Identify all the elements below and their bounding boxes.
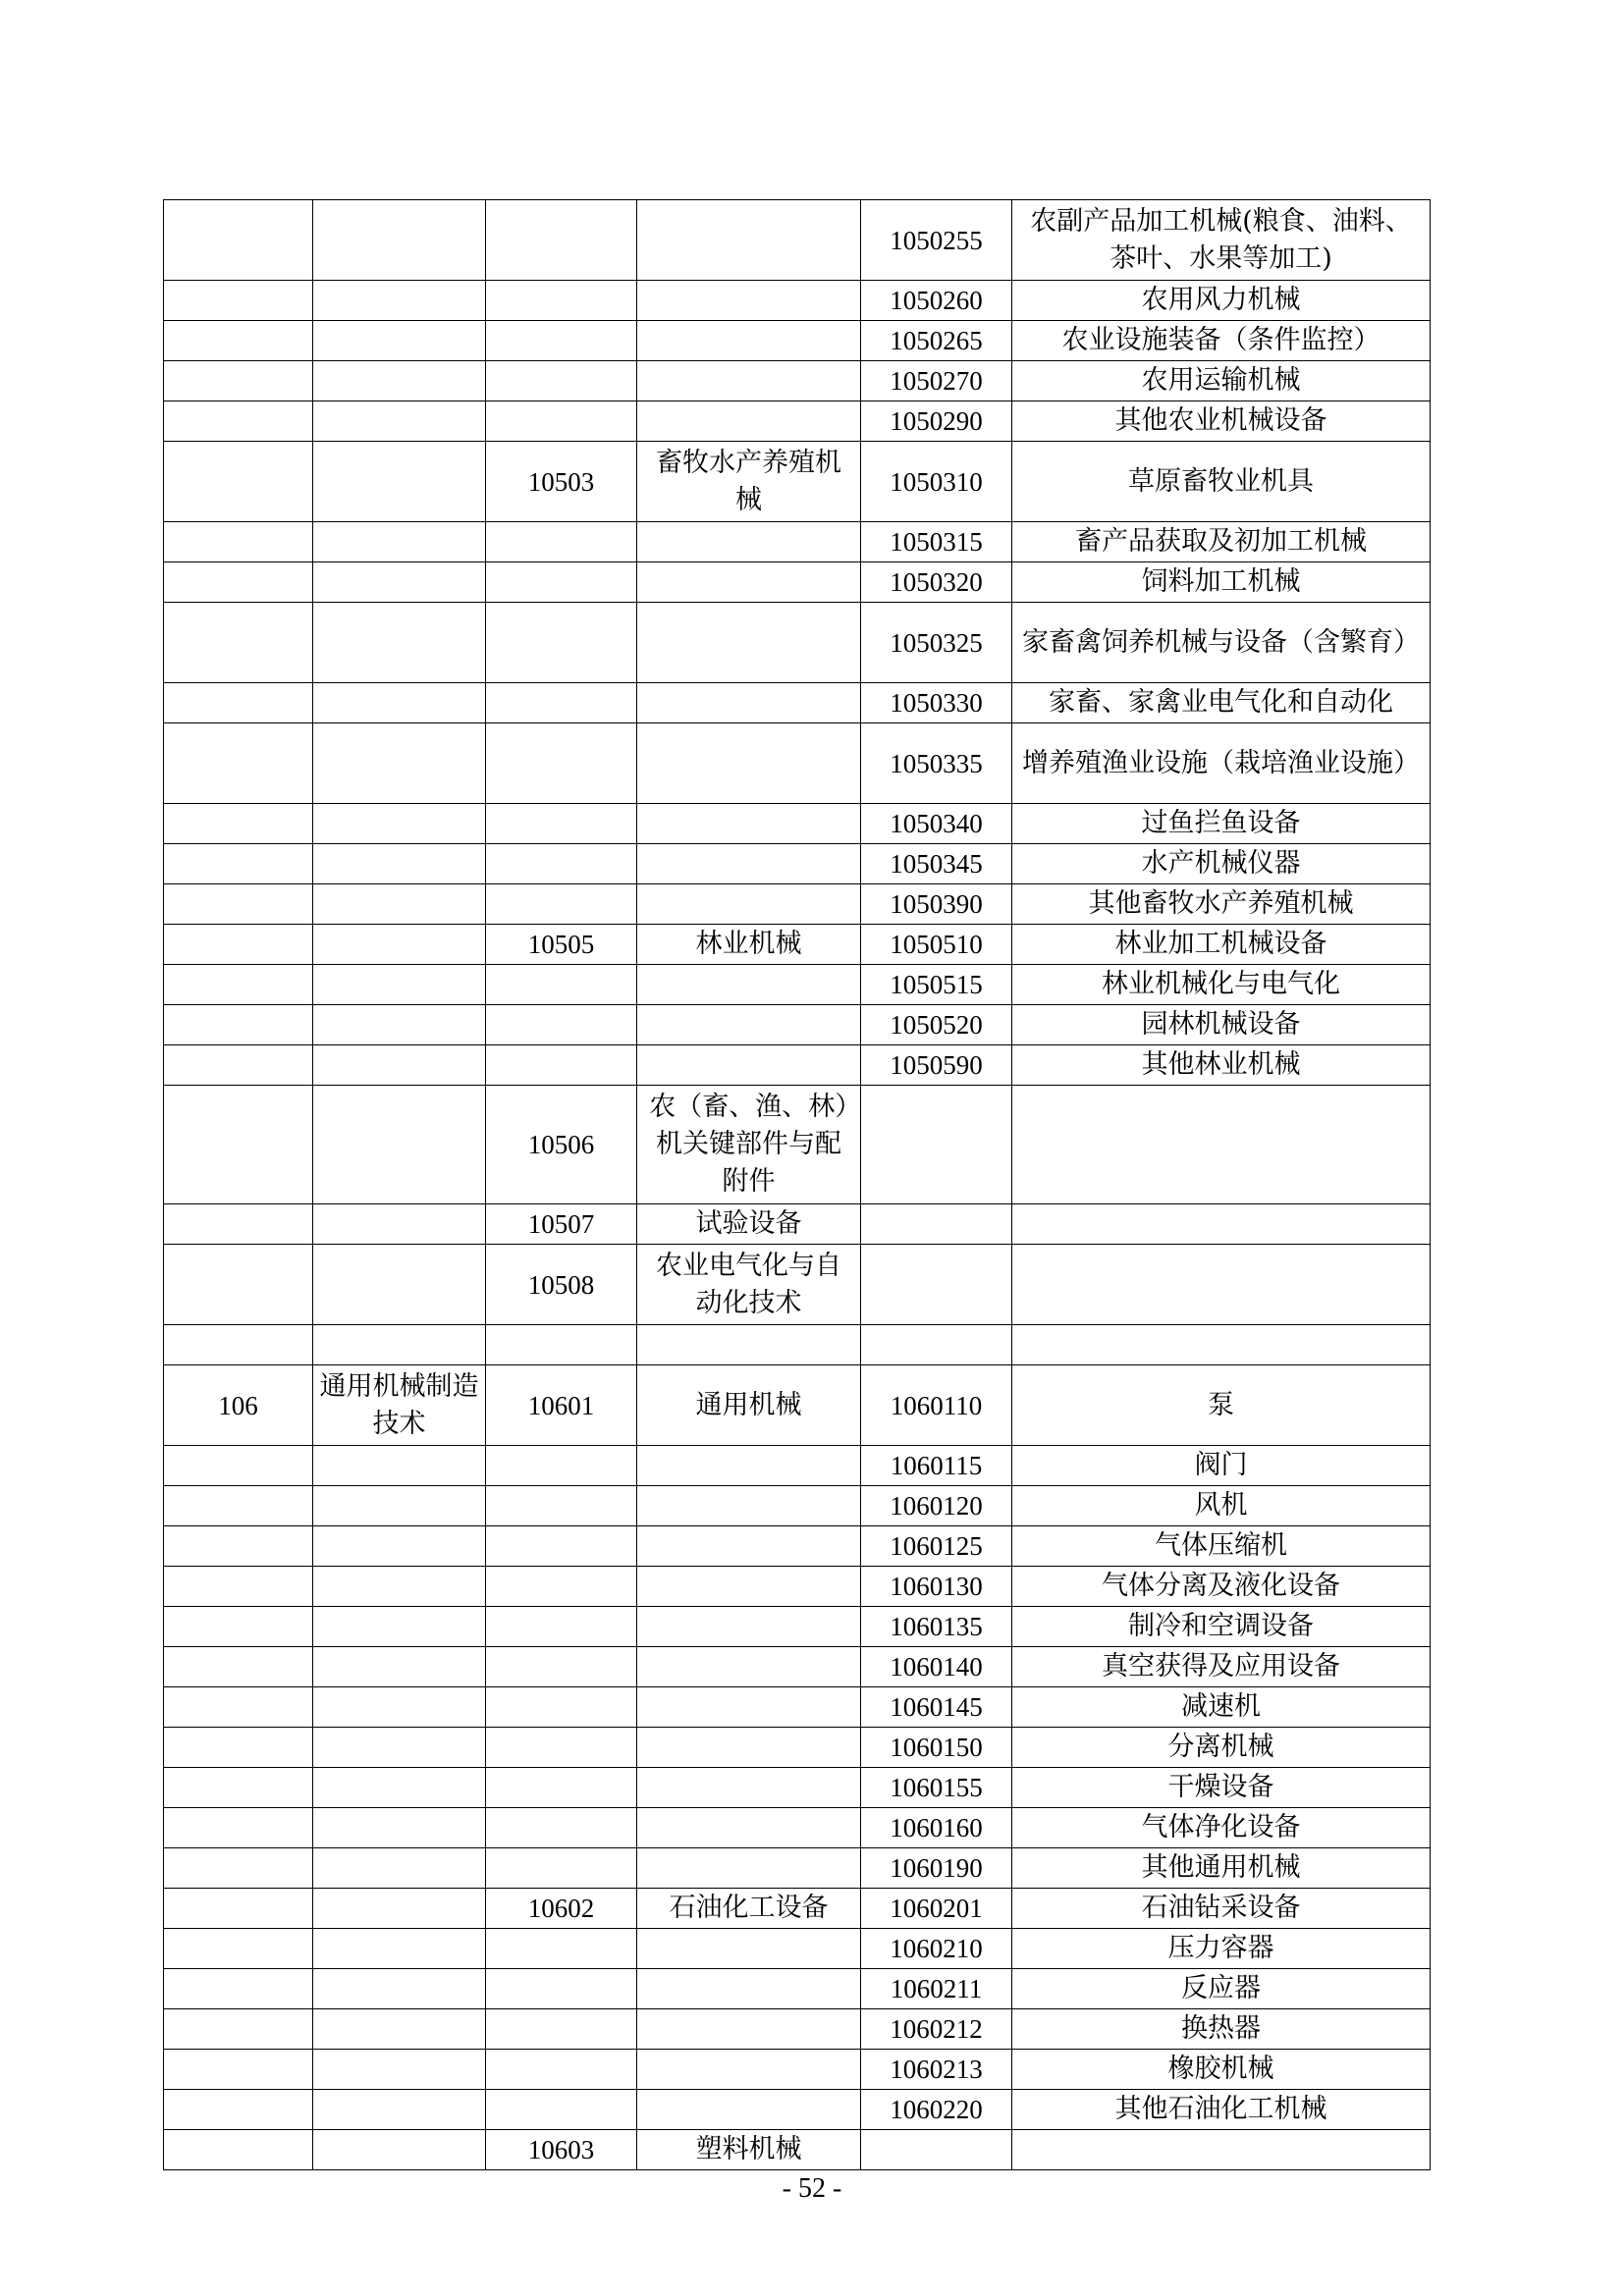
table-row [164,1808,1431,1848]
level2-name-cell: 石油化工设备 [637,1889,861,1929]
level2-name-cell [637,723,861,804]
level1-name-cell [313,804,486,844]
table-row [164,442,1431,522]
level1-code-cell [164,1526,313,1567]
level1-name-cell [313,321,486,361]
level3-code-cell [861,1204,1012,1245]
level1-code-cell [164,2050,313,2090]
level2-code-cell [486,1728,637,1768]
level3-code-cell: 1050520 [861,1005,1012,1045]
level1-name-cell [313,1245,486,1325]
level2-name-cell: 农业电气化与自动化技术 [637,1245,861,1325]
level1-name-cell [313,2090,486,2130]
level1-name-cell [313,1204,486,1245]
table-row [164,844,1431,884]
table-row [164,1526,1431,1567]
level1-code-cell [164,1768,313,1808]
level1-name-cell [313,844,486,884]
level1-code-cell [164,1647,313,1687]
level1-code-cell [164,361,313,401]
level2-code-cell [486,1647,637,1687]
level1-name-cell [313,1325,486,1365]
level1-name-cell [313,361,486,401]
level2-name-cell [637,1728,861,1768]
level2-code-cell: 10602 [486,1889,637,1929]
level1-code-cell [164,1005,313,1045]
level1-name-cell [313,1768,486,1808]
level1-code-cell [164,1325,313,1365]
table-row [164,2050,1431,2090]
level3-name-cell: 水产机械仪器 [1012,844,1431,884]
level3-code-cell: 1050330 [861,683,1012,723]
table-row [164,2009,1431,2050]
level1-name-cell [313,1728,486,1768]
level3-code-cell: 1050345 [861,844,1012,884]
level3-code-cell: 1060145 [861,1687,1012,1728]
level2-name-cell [637,1325,861,1365]
level1-code-cell [164,1929,313,1969]
level2-name-cell [637,1808,861,1848]
level1-code-cell [164,2130,313,2170]
level3-name-cell: 制冷和空调设备 [1012,1607,1431,1647]
level3-name-cell: 反应器 [1012,1969,1431,2009]
level3-name-cell: 其他农业机械设备 [1012,401,1431,442]
level3-name-cell: 其他通用机械 [1012,1848,1431,1889]
level3-code-cell: 1050270 [861,361,1012,401]
level1-code-cell [164,1969,313,2009]
table-row [164,200,1431,281]
level2-code-cell [486,683,637,723]
level3-code-cell [861,2130,1012,2170]
level2-code-cell [486,723,637,804]
level3-name-cell: 饲料加工机械 [1012,562,1431,603]
level1-name-cell [313,281,486,321]
level1-name-cell [313,1969,486,2009]
level2-code-cell: 10503 [486,442,637,522]
level3-code-cell: 1060115 [861,1446,1012,1486]
page-number: - 52 - [782,2173,842,2204]
level2-name-cell [637,1848,861,1889]
level3-name-cell: 其他林业机械 [1012,1045,1431,1086]
level2-name-cell [637,884,861,925]
table-row [164,1045,1431,1086]
level2-code-cell: 10506 [486,1086,637,1204]
level3-code-cell [861,1086,1012,1204]
level3-name-cell [1012,1245,1431,1325]
level3-code-cell: 1060130 [861,1567,1012,1607]
level3-code-cell [861,1245,1012,1325]
level3-name-cell: 其他畜牧水产养殖机械 [1012,884,1431,925]
level1-name-cell [313,965,486,1005]
level2-name-cell: 农（畜、渔、林）机关键部件与配附件 [637,1086,861,1204]
level2-code-cell: 10507 [486,1204,637,1245]
level2-name-cell [637,844,861,884]
table-row [164,1325,1431,1365]
level3-name-cell: 换热器 [1012,2009,1431,2050]
level3-code-cell: 1060135 [861,1607,1012,1647]
table-row [164,1728,1431,1768]
level3-name-cell: 气体压缩机 [1012,1526,1431,1567]
table-row [164,884,1431,925]
level2-name-cell [637,1768,861,1808]
level1-code-cell [164,804,313,844]
level2-code-cell [486,1929,637,1969]
level3-code-cell: 1060190 [861,1848,1012,1889]
level3-name-cell: 真空获得及应用设备 [1012,1647,1431,1687]
level2-name-cell [637,1567,861,1607]
level3-code-cell: 1060125 [861,1526,1012,1567]
level1-code-cell [164,1204,313,1245]
table-row [164,1365,1431,1446]
level3-name-cell [1012,1204,1431,1245]
table-row [164,1567,1431,1607]
table-row [164,2090,1431,2130]
level3-name-cell: 气体分离及液化设备 [1012,1567,1431,1607]
level1-name-cell [313,401,486,442]
level1-name-cell [313,1526,486,1567]
level2-code-cell [486,1446,637,1486]
level2-code-cell [486,2050,637,2090]
level1-code-cell [164,965,313,1005]
level3-code-cell: 1050260 [861,281,1012,321]
level3-name-cell: 干燥设备 [1012,1768,1431,1808]
table-row [164,1245,1431,1325]
level2-name-cell: 塑料机械 [637,2130,861,2170]
table-row [164,401,1431,442]
level1-code-cell [164,1446,313,1486]
level2-code-cell [486,1848,637,1889]
level2-name-cell [637,1486,861,1526]
level1-code-cell [164,1045,313,1086]
level3-name-cell [1012,1086,1431,1204]
level3-name-cell: 农用运输机械 [1012,361,1431,401]
level2-code-cell: 10603 [486,2130,637,2170]
level2-code-cell [486,844,637,884]
level2-name-cell: 通用机械 [637,1365,861,1446]
level3-code-cell: 1060212 [861,2009,1012,2050]
level1-code-cell [164,723,313,804]
level2-code-cell [486,401,637,442]
level1-name-cell [313,1848,486,1889]
level3-code-cell: 1050315 [861,522,1012,562]
level2-code-cell [486,603,637,683]
level1-code-cell [164,1808,313,1848]
level1-name-cell [313,1687,486,1728]
level3-name-cell: 石油钻采设备 [1012,1889,1431,1929]
level2-code-cell [486,1486,637,1526]
level3-code-cell: 1050290 [861,401,1012,442]
level1-code-cell [164,683,313,723]
level3-name-cell: 风机 [1012,1486,1431,1526]
level3-name-cell: 农用风力机械 [1012,281,1431,321]
level3-code-cell: 1060110 [861,1365,1012,1446]
level2-name-cell [637,562,861,603]
level2-name-cell [637,1969,861,2009]
level1-name-cell [313,2050,486,2090]
level1-code-cell [164,200,313,281]
level2-name-cell [637,1647,861,1687]
level2-name-cell [637,1045,861,1086]
level1-name-cell [313,1647,486,1687]
level1-name-cell [313,1045,486,1086]
table-row [164,562,1431,603]
level2-name-cell [637,522,861,562]
level3-name-cell [1012,2130,1431,2170]
level1-code-cell: 106 [164,1365,313,1446]
level1-code-cell [164,844,313,884]
level1-name-cell [313,723,486,804]
table-row [164,723,1431,804]
level3-code-cell: 1060220 [861,2090,1012,2130]
level1-name-cell [313,1607,486,1647]
level1-code-cell [164,1728,313,1768]
table-row [164,2130,1431,2170]
level3-code-cell: 1060160 [861,1808,1012,1848]
level2-name-cell [637,2050,861,2090]
level2-code-cell [486,522,637,562]
level3-code-cell: 1050310 [861,442,1012,522]
level2-code-cell [486,562,637,603]
table-body [164,200,1431,2170]
level1-name-cell [313,603,486,683]
level3-name-cell: 林业加工机械设备 [1012,925,1431,965]
level1-code-cell [164,2090,313,2130]
table-row [164,1889,1431,1929]
level3-name-cell: 家畜、家禽业电气化和自动化 [1012,683,1431,723]
table-row [164,281,1431,321]
level2-code-cell [486,2090,637,2130]
level2-name-cell: 畜牧水产养殖机械 [637,442,861,522]
level1-name-cell [313,683,486,723]
level2-name-cell: 林业机械 [637,925,861,965]
level2-code-cell: 10601 [486,1365,637,1446]
level2-name-cell [637,1929,861,1969]
table-row [164,1607,1431,1647]
level2-code-cell [486,804,637,844]
level3-code-cell: 1050335 [861,723,1012,804]
level3-name-cell: 压力容器 [1012,1929,1431,1969]
level3-name-cell: 草原畜牧业机具 [1012,442,1431,522]
level2-name-cell [637,1607,861,1647]
level2-code-cell [486,1687,637,1728]
level1-code-cell [164,562,313,603]
level1-code-cell [164,1889,313,1929]
level3-code-cell: 1060140 [861,1647,1012,1687]
level3-name-cell: 泵 [1012,1365,1431,1446]
table-row [164,925,1431,965]
level3-name-cell: 减速机 [1012,1687,1431,1728]
level2-code-cell [486,884,637,925]
level3-name-cell: 增养殖渔业设施（栽培渔业设施） [1012,723,1431,804]
level1-code-cell [164,1848,313,1889]
table-row [164,603,1431,683]
level2-code-cell [486,1567,637,1607]
level2-name-cell [637,2090,861,2130]
level3-name-cell: 分离机械 [1012,1728,1431,1768]
level3-code-cell: 1050390 [861,884,1012,925]
table-row [164,1969,1431,2009]
level2-code-cell [486,965,637,1005]
level3-code-cell: 1060120 [861,1486,1012,1526]
table-row [164,1486,1431,1526]
table-row [164,1204,1431,1245]
table-row [164,522,1431,562]
level1-code-cell [164,884,313,925]
level2-code-cell [486,1005,637,1045]
level2-name-cell [637,683,861,723]
level3-name-cell: 农副产品加工机械(粮食、油料、茶叶、水果等加工) [1012,200,1431,281]
level3-name-cell: 农业设施装备（条件监控） [1012,321,1431,361]
level2-code-cell: 10508 [486,1245,637,1325]
level3-name-cell: 家畜禽饲养机械与设备（含繁育） [1012,603,1431,683]
table-row [164,1005,1431,1045]
level1-code-cell [164,281,313,321]
level3-name-cell: 橡胶机械 [1012,2050,1431,2090]
level2-name-cell [637,281,861,321]
level1-code-cell [164,1687,313,1728]
level3-name-cell [1012,1325,1431,1365]
level3-name-cell: 畜产品获取及初加工机械 [1012,522,1431,562]
level1-code-cell [164,1567,313,1607]
table-row [164,1687,1431,1728]
level1-name-cell [313,522,486,562]
level2-name-cell [637,603,861,683]
level1-name-cell [313,442,486,522]
level2-name-cell: 试验设备 [637,1204,861,1245]
level3-name-cell: 气体净化设备 [1012,1808,1431,1848]
level2-code-cell [486,1607,637,1647]
level1-name-cell [313,2009,486,2050]
table-row [164,683,1431,723]
level1-name-cell [313,925,486,965]
level2-name-cell [637,1446,861,1486]
level2-code-cell: 10505 [486,925,637,965]
level1-name-cell: 通用机械制造技术 [313,1365,486,1446]
table-row [164,361,1431,401]
level3-name-cell: 阀门 [1012,1446,1431,1486]
classification-table [163,199,1431,2170]
level1-code-cell [164,321,313,361]
level1-code-cell [164,1245,313,1325]
level2-name-cell [637,965,861,1005]
level1-name-cell [313,200,486,281]
level3-code-cell: 1050515 [861,965,1012,1005]
level2-code-cell [486,361,637,401]
level1-name-cell [313,1486,486,1526]
level2-name-cell [637,200,861,281]
level3-code-cell: 1050510 [861,925,1012,965]
level3-code-cell: 1050255 [861,200,1012,281]
level3-name-cell: 过鱼拦鱼设备 [1012,804,1431,844]
level2-name-cell [637,1687,861,1728]
level1-code-cell [164,401,313,442]
level1-name-cell [313,1446,486,1486]
table-row [164,1929,1431,1969]
level1-code-cell [164,1486,313,1526]
table-row [164,1446,1431,1486]
level1-name-cell [313,1086,486,1204]
level1-name-cell [313,562,486,603]
level2-code-cell [486,200,637,281]
level2-code-cell [486,1325,637,1365]
level2-name-cell [637,804,861,844]
table-row [164,1768,1431,1808]
table-row [164,1086,1431,1204]
level3-code-cell: 1060150 [861,1728,1012,1768]
level2-name-cell [637,361,861,401]
table-row [164,965,1431,1005]
level3-code-cell: 1050340 [861,804,1012,844]
level3-code-cell: 1050325 [861,603,1012,683]
table-row [164,1647,1431,1687]
level1-code-cell [164,2009,313,2050]
level2-code-cell [486,1045,637,1086]
level3-code-cell: 1060210 [861,1929,1012,1969]
level3-code-cell: 1050590 [861,1045,1012,1086]
level1-name-cell [313,1005,486,1045]
level1-code-cell [164,1086,313,1204]
level1-name-cell [313,1567,486,1607]
level2-code-cell [486,1526,637,1567]
level1-code-cell [164,442,313,522]
level3-code-cell: 1060211 [861,1969,1012,2009]
table-row [164,321,1431,361]
level1-name-cell [313,1929,486,1969]
level1-name-cell [313,1808,486,1848]
level2-code-cell [486,281,637,321]
level2-code-cell [486,1969,637,2009]
level2-name-cell [637,401,861,442]
level3-code-cell [861,1325,1012,1365]
table-row [164,1848,1431,1889]
level1-code-cell [164,603,313,683]
level3-name-cell: 林业机械化与电气化 [1012,965,1431,1005]
level1-code-cell [164,522,313,562]
level1-code-cell [164,1607,313,1647]
level3-name-cell: 园林机械设备 [1012,1005,1431,1045]
level2-name-cell [637,2009,861,2050]
level3-code-cell: 1060213 [861,2050,1012,2090]
level1-name-cell [313,884,486,925]
level1-name-cell [313,1889,486,1929]
level2-name-cell [637,321,861,361]
level3-code-cell: 1050265 [861,321,1012,361]
level3-code-cell: 1050320 [861,562,1012,603]
table-row [164,804,1431,844]
level2-code-cell [486,2009,637,2050]
level2-name-cell [637,1526,861,1567]
level1-name-cell [313,2130,486,2170]
level3-name-cell: 其他石油化工机械 [1012,2090,1431,2130]
level2-code-cell [486,1808,637,1848]
level2-name-cell [637,1005,861,1045]
level2-code-cell [486,1768,637,1808]
level1-code-cell [164,925,313,965]
level3-code-cell: 1060201 [861,1889,1012,1929]
level2-code-cell [486,321,637,361]
level3-code-cell: 1060155 [861,1768,1012,1808]
